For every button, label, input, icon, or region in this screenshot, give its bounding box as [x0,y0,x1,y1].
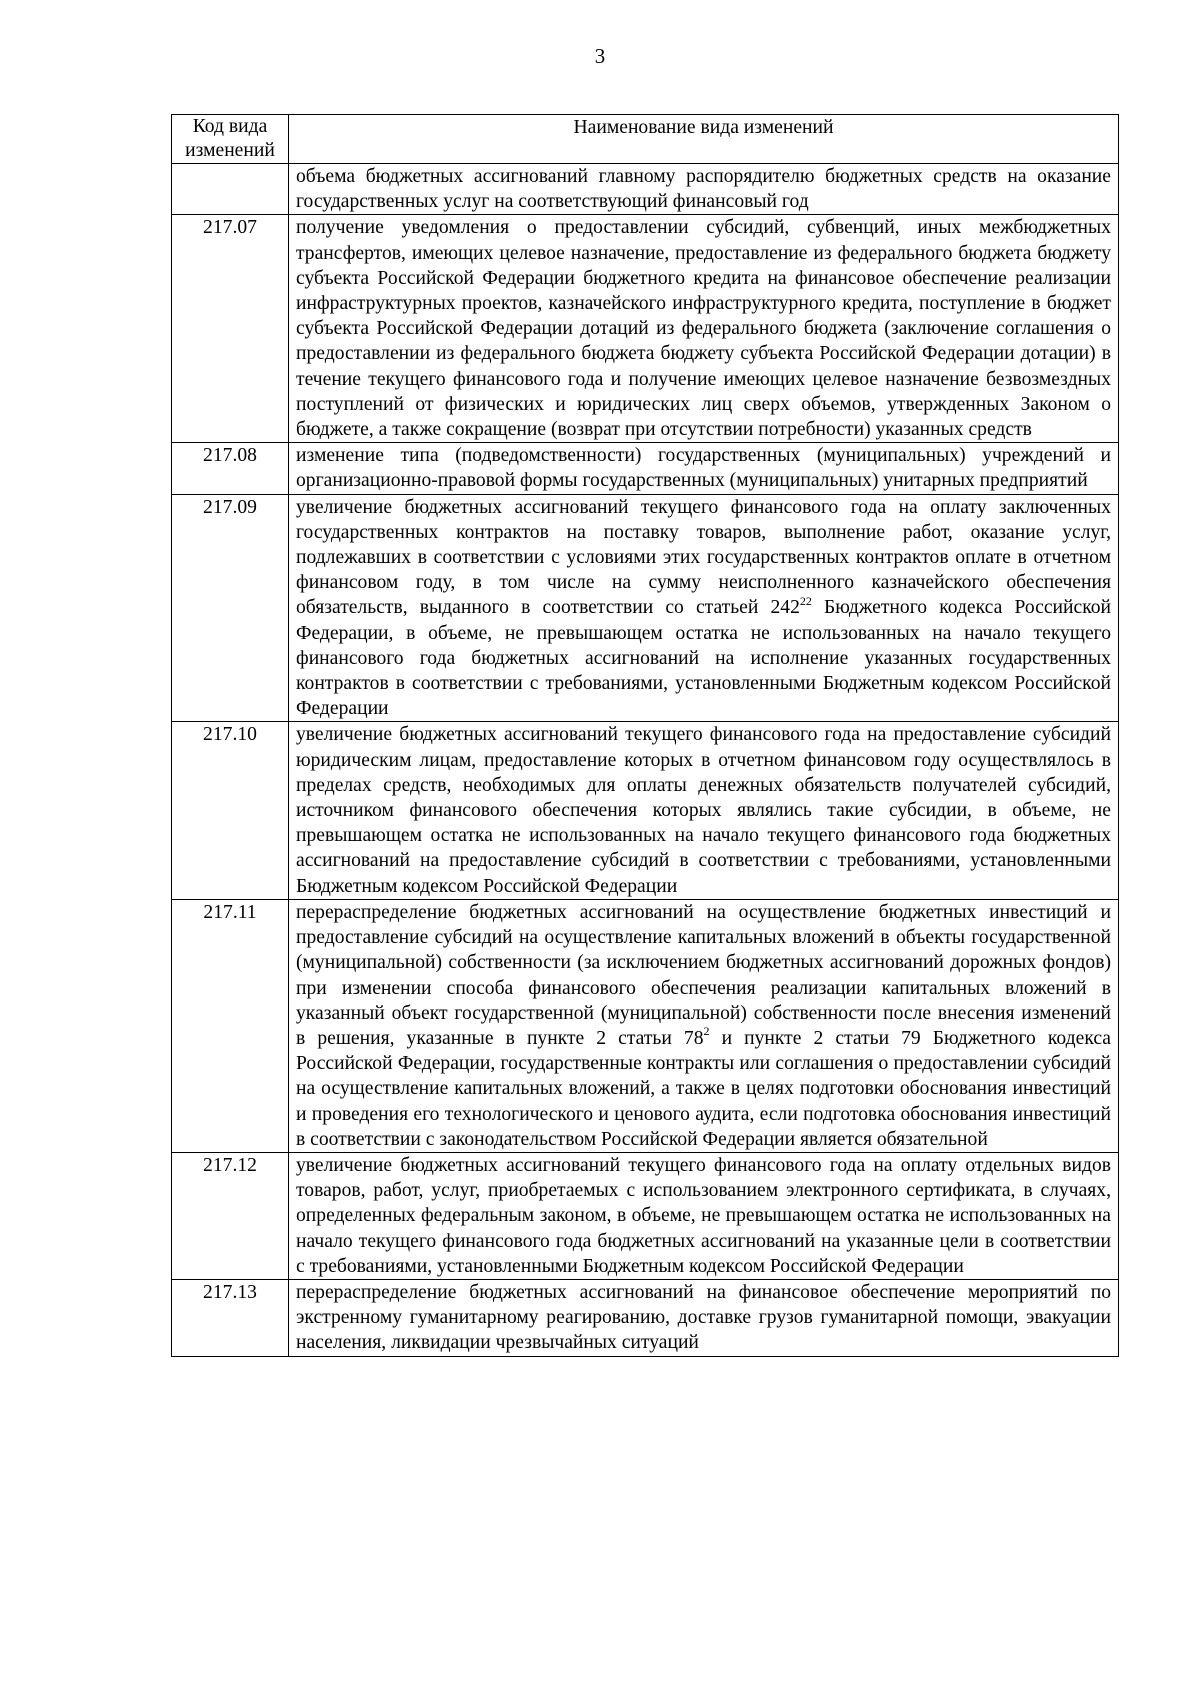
table-row [172,1279,1119,1356]
header-code: Код вида изменений [172,115,289,164]
row-text: объема бюджетных ассигнований главному распорядителю бюджетных средств на оказание государственных услуг на соответствующий финансовый год [289,164,1119,215]
row-text-part: Бюджетного кодекса Российской Федерации, в объеме, не превышающем остатка не использованных на начало текущего финансового года бюджетных ассигнований на исполнение указанных государственных контрактов в соответствии с требованиями, установленными Бюджетным кодексом Российской Федерации [296,597,1112,720]
table-row [172,494,1119,722]
row-text: изменение типа (подведомственности) государственных (муниципальных) учреждений и организационно-правовой формы государственных (муниципальных) унитарных предприятий [289,443,1119,494]
table-row [172,722,1119,899]
row-code: 217.08 [172,443,289,494]
page-number: 3 [594,44,606,68]
row-code: 217.09 [172,494,289,722]
row-code: 217.10 [172,722,289,899]
table-header-row [172,115,1119,164]
header-name: Наименование вида изменений [289,115,1119,164]
row-text-part: увеличение бюджетных ассигнований текущего финансового года на оплату заключенных государственных контрактов на поставку товаров, выполнение работ, оказание услуг, подлежавших в соответствии с условиями этих государственных контрактов оплате в отчетном финансовом году, в том числе на сумму неисполненного казначейского обеспечения обязательств, выданного в соответствии со статьей 242 [296,496,1111,619]
superscript: 22 [799,593,812,608]
table-row [172,1152,1119,1279]
row-code: 217.11 [172,899,289,1152]
table-row [172,443,1119,494]
row-text-part: перераспределение бюджетных ассигнований на осуществление бюджетных инвестиций и предоставление субсидий на осуществление капитальных вложений в объекты государственной (муниципальной) собственности (за исключением бюджетных ассигнований дорожных фондов) при изменении способа финансового обеспечения реализации капитальных вложений в указанный объект государственной (муниципальной) собственности после внесения изменений в решения, указанные в пункте 2 статьи 78 [296,901,1111,1049]
row-text: увеличение бюджетных ассигнований текущего финансового года на предоставление субсидий юридическим лицам, предоставление которых в отчетном финансовом году осуществлялось в пределах средств, необходимых для оплаты денежных обязательств получателей субсидий, источником финансового обеспечения которых являлись такие субсидии, в объеме, не превышающем остатка не использованных на начало текущего финансового года бюджетных ассигнований на предоставление субсидий в соответствии с требованиями, установленными Бюджетным кодексом Российской Федерации [289,722,1119,899]
table-row [172,899,1119,1152]
row-text: перераспределение бюджетных ассигнований на финансовое обеспечение мероприятий по экстренному гуманитарному реагированию, доставке грузов гуманитарной помощи, эвакуации населения, ликвидации чрезвычайных ситуаций [289,1279,1119,1356]
row-code: 217.13 [172,1279,289,1356]
row-text [289,494,1119,722]
table-row [172,215,1119,443]
changes-table [171,114,1119,1357]
row-code: 217.07 [172,215,289,443]
row-code: 217.12 [172,1152,289,1279]
superscript: 2 [703,1024,710,1039]
row-text [289,899,1119,1152]
table-row [172,164,1119,215]
row-text: увеличение бюджетных ассигнований текущего финансового года на оплату отдельных видов товаров, работ, услуг, приобретаемых с использованием электронного сертификата, в случаях, определенных федеральным законом, в объеме, не превышающем остатка не использованных на начало текущего финансового года бюджетных ассигнований на указанные цели в соответствии с требованиями, установленными Бюджетным кодексом Российской Федерации [289,1152,1119,1279]
row-code [172,164,289,215]
row-text: получение уведомления о предоставлении субсидий, субвенций, иных межбюджетных трансфертов, имеющих целевое назначение, предоставление из федерального бюджета бюджету субъекта Российской Федерации бюджетного кредита на финансовое обеспечение реализации инфраструктурных проектов, казначейского инфраструктурного кредита, поступление в бюджет субъекта Российской Федерации дотаций из федерального бюджета (заключение соглашения о предоставлении из федерального бюджета бюджету субъекта Российской Федерации дотации) в течение текущего финансового года и получение имеющих целевое назначение безвозмездных поступлений от физических и юридических лиц сверх объемов, утвержденных Законом о бюджете, а также сокращение (возврат при отсутствии потребности) указанных средств [289,215,1119,443]
row-text-part: и пункте 2 статьи 79 Бюджетного кодекса Российской Федерации, государственные контракты или соглашения о предоставлении субсидий на осуществление капитальных вложений, а также в целях подготовки обоснования инвестиций и проведения его технологического и ценового аудита, если подготовка обоснования инвестиций в соответствии с законодательством Российской Федерации является обязательной [296,1027,1111,1150]
